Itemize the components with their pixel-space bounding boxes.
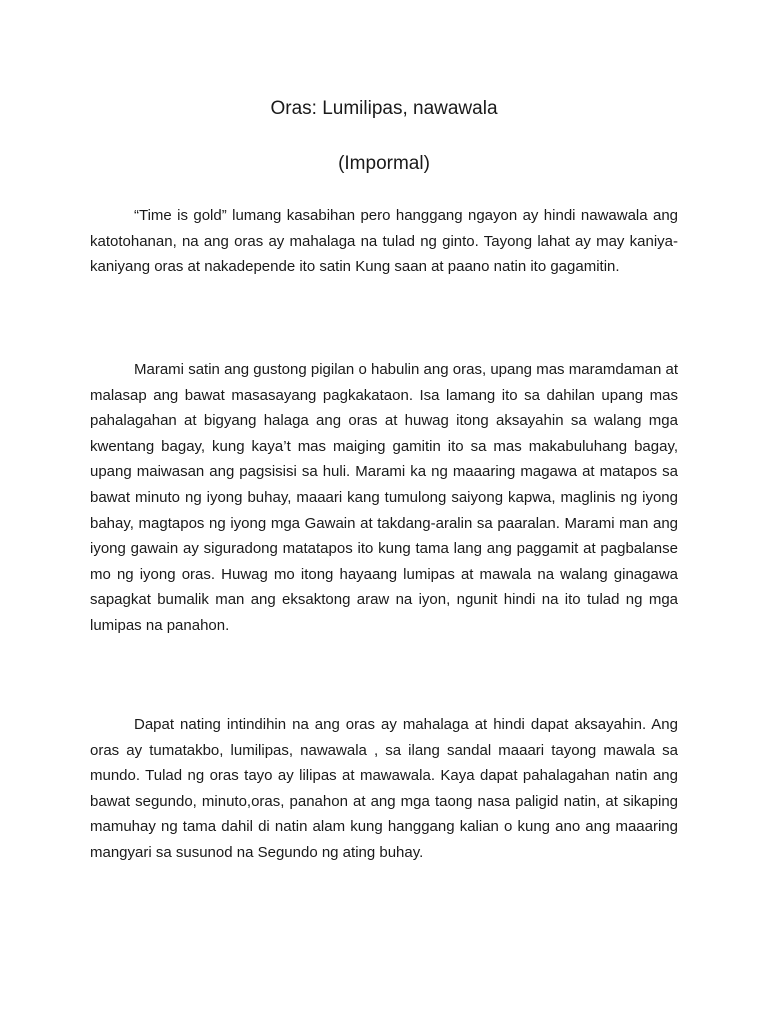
document-subtitle: (Impormal) <box>338 153 430 174</box>
paragraph-2: Marami satin ang gustong pigilan o habulin ang oras, upang mas maramdaman at malasap ang bawat masasayang pagkakataon. Isa lamang ito sa dahilan upang mas pahalagahan at bigyang halaga ang oras at huwag itong aksayahin sa walang mga kwentang bagay, kung kaya’t mas maiging gamitin ito sa mas makabuluhang bagay, upang maiwasan ang pagsisisi sa huli. Marami ka ng maaaring magawa at matapos sa bawat minuto ng iyong buhay, maaari kang tumulong saiyong kapwa, maglinis ng iyong bahay, magtapos ng iyong mga Gawain at takdang-aralin sa paaralan. Marami man ang iyong gawain ay siguradong matatapos ito kung tama lang ang paggamit at pagbalanse mo ng iyong oras. Huwag mo itong hayaang lumipas at mawala na walang ginagawa sapagkat bumalik man ang eksaktong araw na iyon, ngunit hindi na ito tulad ng mga lumipas na panahon. <box>90 361 678 634</box>
paragraph-1: “Time is gold” lumang kasabihan pero hanggang ngayon ay hindi nawawala ang katotohanan, na ang oras ay mahalaga na tulad ng ginto. Tayong lahat ay may kaniya-kaniyang oras at nakadepende ito satin Kung saan at paano natin ito gagamitin. <box>90 207 678 276</box>
document-title: Oras: Lumilipas, nawawala <box>270 98 498 119</box>
paragraph-3: Dapat nating intindihin na ang oras ay mahalaga at hindi dapat aksayahin. Ang oras ay tumatakbo, lumilipas, nawawala , sa ilang sandal maaari tayong mawala sa mundo. Tulad ng oras tayo ay lilipas at mawawala. Kaya dapat pahalagahan natin ang bawat segundo, minuto,oras, panahon at ang mga taong nasa paligid natin, at sikaping mamuhay ng tama dahil di natin alam kung hanggang kalian o kung ano ang maaaring mangyari sa susunod na Segundo ng ating buhay. <box>90 716 678 861</box>
